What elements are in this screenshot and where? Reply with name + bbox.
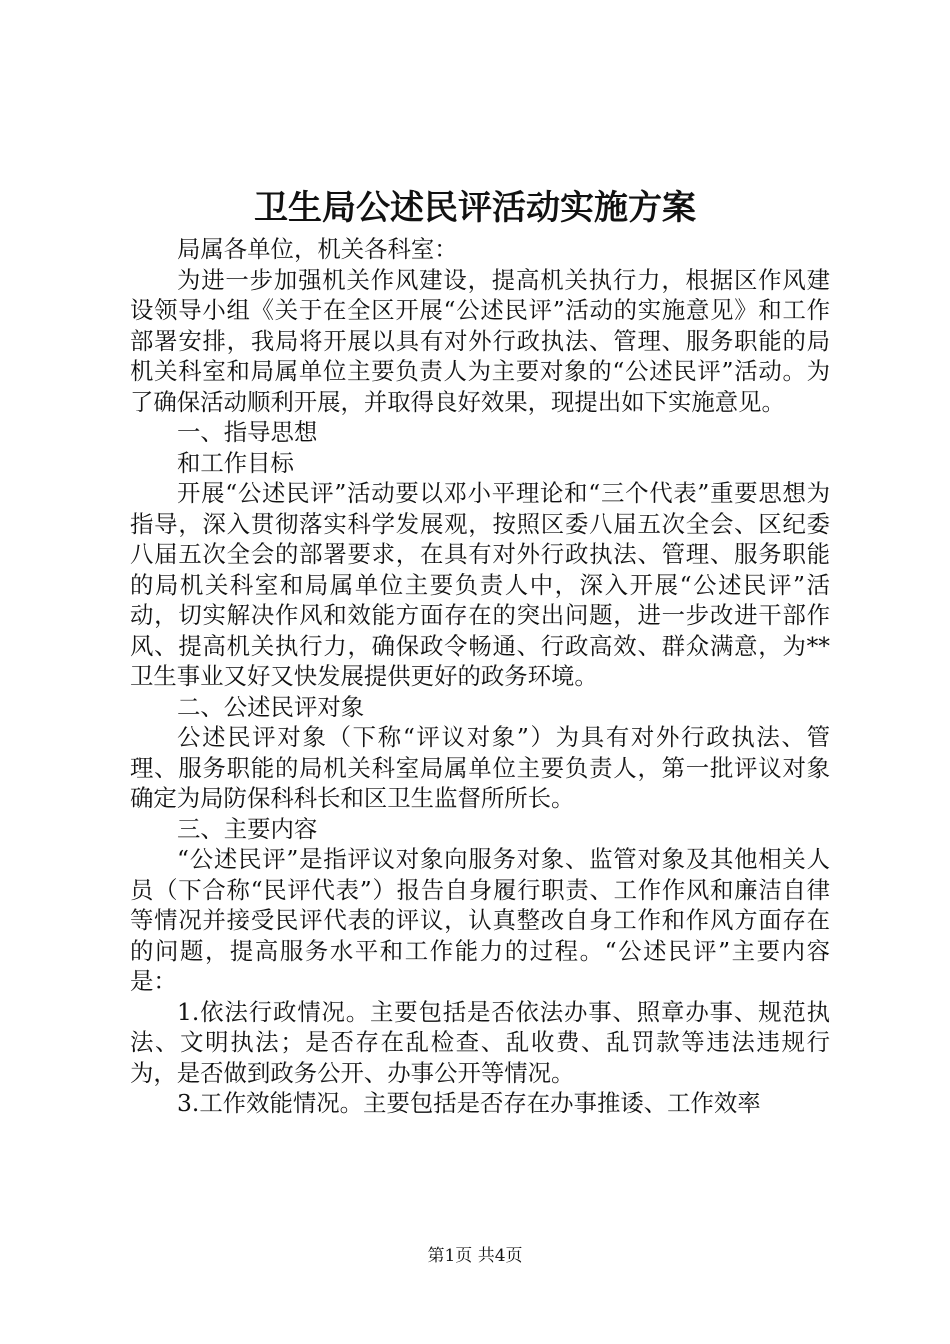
paragraph-salutation: 局属各单位，机关各科室： xyxy=(177,235,458,263)
section-heading-1: 一、指导思想 xyxy=(177,418,318,446)
section-heading-3: 三、主要内容 xyxy=(177,814,318,843)
section-heading-2: 二、公述民评对象 xyxy=(177,692,365,721)
paragraph-main-content: “公述民评”是指评议对象向服务对象、监管对象及其他相关人员（下合称“民评代表”）报告自身履行职责、工作作风和廉洁自律等情况并接受民评代表的评议，认真整改自身工作和作风方面存在的问题，提高服务水平和工作能力的过程。“公述民评”主要内容是： xyxy=(130,845,830,995)
paragraph-evaluation-targets: 公述民评对象（下称“评议对象”）为具有对外行政执法、管理、服务职能的局机关科室局属单位主要负责人，第一批评议对象确定为局防保科科长和区卫生监督所所长。 xyxy=(130,723,830,812)
document-body xyxy=(130,234,830,1119)
page-number-footer: 第1页 共4页 xyxy=(427,1246,523,1266)
document-title: 卫生局公述民评活动实施方案 xyxy=(254,188,696,228)
paragraph-item-1: 1.依法行政情况。主要包括是否依法办事、照章办事、规范执法、文明执法；是否存在乱检查、乱收费、乱罚款等违法违规行为，是否做到政务公开、办事公开等情况。 xyxy=(130,997,830,1087)
paragraph-intro: 为进一步加强机关作风建设，提高机关执行力，根据区作风建设领导小组《关于在全区开展“公述民评”活动的实施意见》和工作部署安排，我局将开展以具有对外行政执法、管理、服务职能的局机关科室和局属单位主要负责人为主要对象的“公述民评”活动。为了确保活动顺利开展，并取得良好效果，现提出如下实施意见。 xyxy=(130,265,830,416)
paragraph-guiding-ideology: 开展“公述民评”活动要以邓小平理论和“三个代表”重要思想为指导，深入贯彻落实科学发展观，按照区委八届五次全会、区纪委八届五次全会的部署要求，在具有对外行政执法、管理、服务职能的局机关科室和局属单位主要负责人中，深入开展“公述民评”活动，切实解决作风和效能方面存在的突出问题，进一步改进干部作风、提高机关执行力，确保政令畅通、行政高效、群众满意，为**卫生事业又好又快发展提供更好的政务环境。 xyxy=(130,479,830,690)
section-heading-1-continued: 和工作目标 xyxy=(177,448,294,477)
paragraph-item-3: 3.工作效能情况。主要包括是否存在办事推诿、工作效率 xyxy=(177,1089,761,1117)
